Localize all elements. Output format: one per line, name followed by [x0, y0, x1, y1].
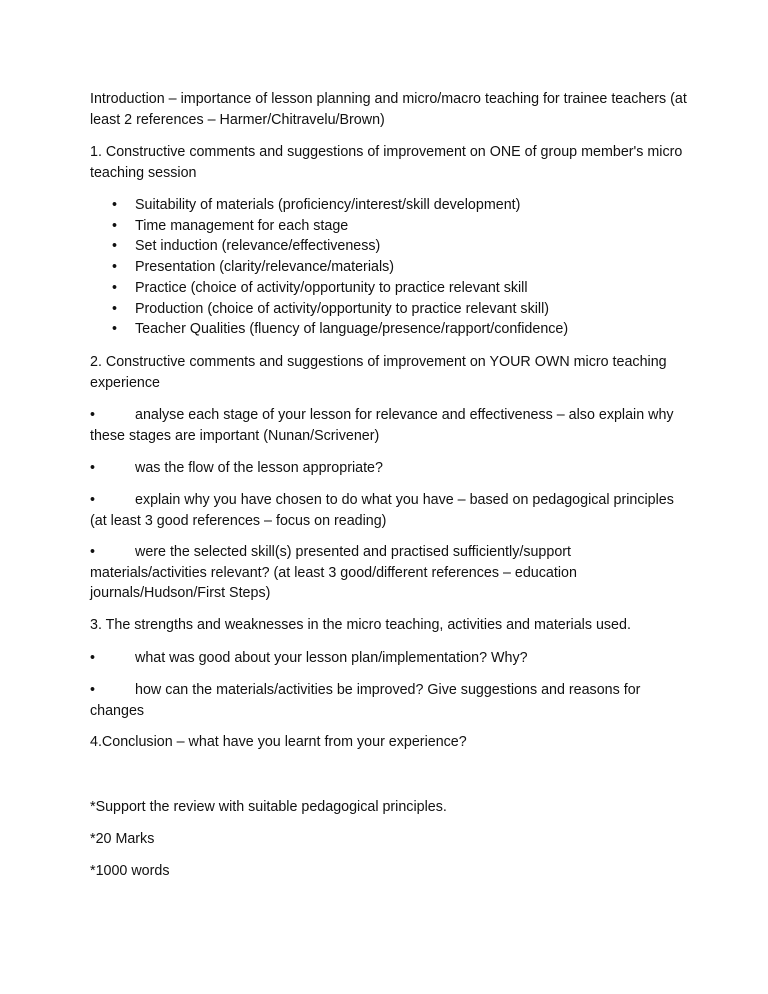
note-word-count: *1000 words — [90, 863, 170, 879]
section1-heading: 1. Constructive comments and suggestions of improvement on ONE of group member's micro teaching session — [90, 144, 683, 181]
bullet-icon: • — [112, 238, 118, 255]
section3-item: • what was good about your lesson plan/implementation? Why? — [90, 648, 690, 669]
note-marks: *20 Marks — [90, 831, 155, 847]
section3-item: • how can the materials/activities be improved? Give suggestions and reasons for changes — [90, 682, 641, 719]
intro-paragraph: Introduction – importance of lesson planning and micro/macro teaching for trainee teachers (at least 2 references – Harmer/Chitravelu/Brown) — [90, 91, 687, 128]
bullet-icon: • — [112, 197, 118, 213]
list-item: • Teacher Qualities (fluency of language/presence/rapport/confidence) — [90, 319, 690, 340]
bullet-icon: • — [112, 279, 118, 296]
bullet-icon: • — [112, 259, 118, 276]
section2-item: • analyse each stage of your lesson for relevance and effectiveness – also explain why these stages are important (Nunan/Scrivener) — [90, 407, 674, 444]
bullet-icon: • — [90, 650, 96, 666]
section2-heading: 2. Constructive comments and suggestions of improvement on YOUR OWN micro teaching experience — [90, 354, 667, 391]
conclusion-heading: 4.Conclusion – what have you learnt from your experience? — [90, 734, 467, 750]
list-item: • Set induction (relevance/effectiveness) — [90, 236, 690, 257]
bullet-icon: • — [90, 544, 96, 560]
bullet-icon: • — [90, 492, 96, 508]
list-item: • Practice (choice of activity/opportunity to practice relevant skill — [90, 278, 690, 299]
section1-bullet-list — [90, 195, 690, 340]
note-principles: *Support the review with suitable pedagogical principles. — [90, 799, 447, 815]
list-item: • Production (choice of activity/opportunity to practice relevant skill) — [90, 299, 690, 320]
bullet-icon: • — [90, 682, 96, 698]
bullet-icon: • — [112, 300, 118, 317]
section2-item: • explain why you have chosen to do what you have – based on pedagogical principles (at least 3 good references – focus on reading) — [90, 492, 674, 529]
bullet-icon: • — [112, 321, 118, 338]
bullet-icon: • — [90, 460, 96, 476]
bullet-icon: • — [90, 407, 96, 423]
list-item: • Presentation (clarity/relevance/materials) — [90, 257, 690, 278]
section2-item: • was the flow of the lesson appropriate? — [90, 458, 690, 479]
list-item: • Suitability of materials (proficiency/interest/skill development) — [90, 195, 690, 216]
bullet-icon: • — [112, 217, 118, 234]
list-item: • Time management for each stage — [90, 216, 690, 237]
section2-item: • were the selected skill(s) presented and practised sufficiently/support materials/activities relevant? (at least 3 good/different references – education journals/Hudson/First Steps) — [90, 544, 577, 601]
section3-heading: 3. The strengths and weaknesses in the micro teaching, activities and materials used. — [90, 617, 631, 633]
